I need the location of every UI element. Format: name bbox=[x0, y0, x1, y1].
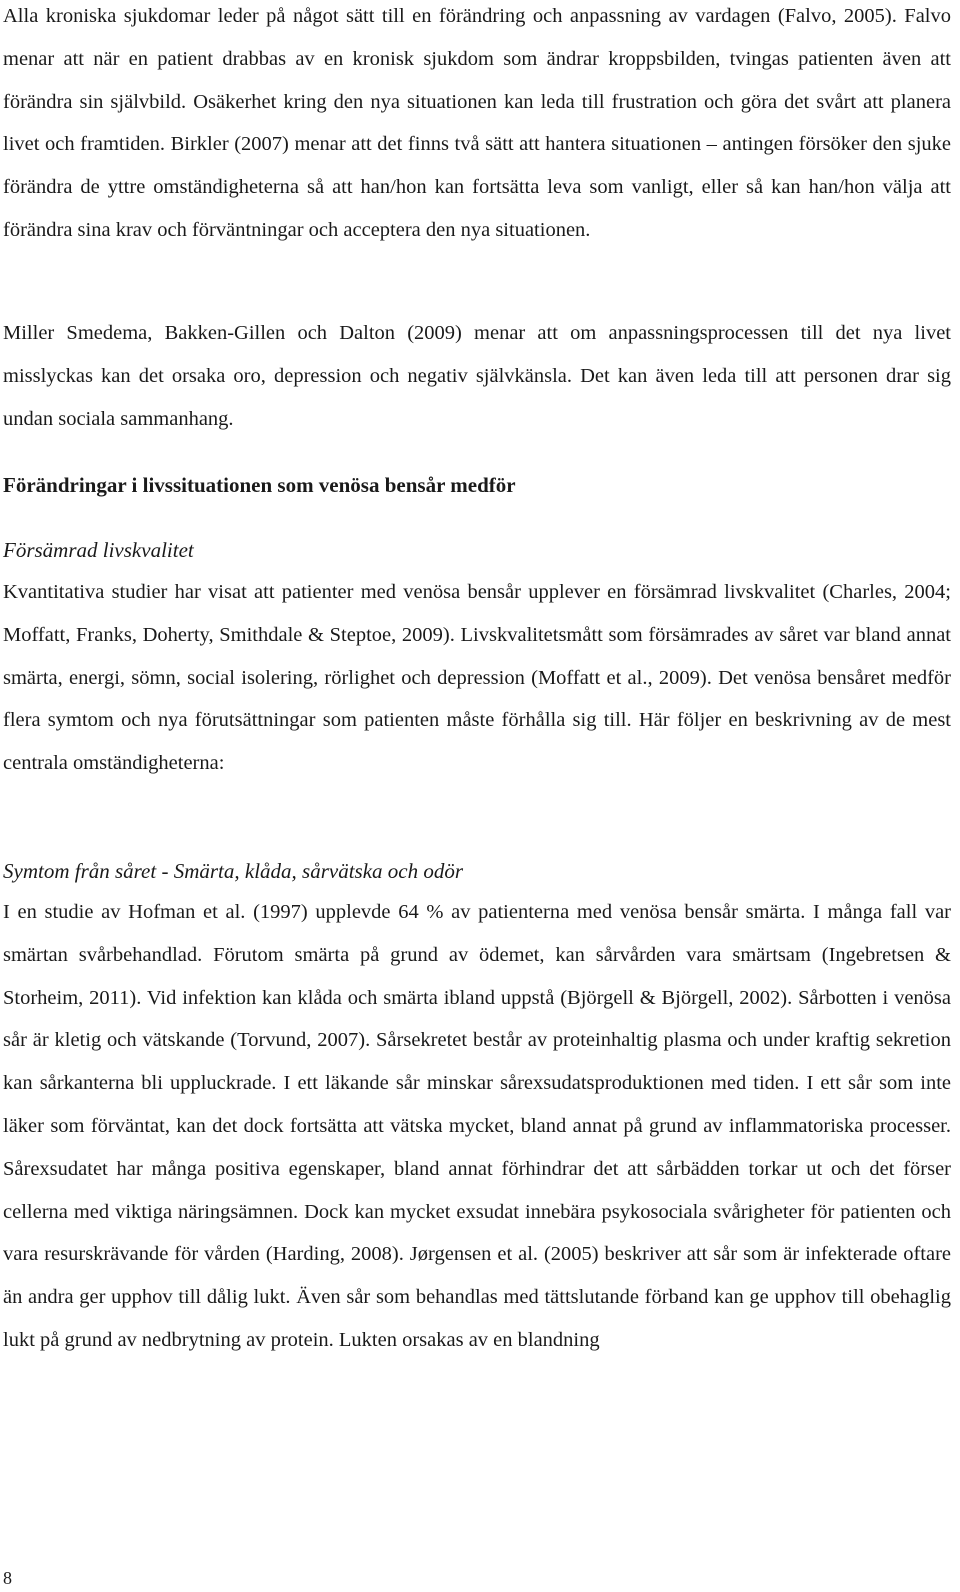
subheading-quality-of-life: Försämrad livskvalitet bbox=[3, 538, 194, 562]
paragraph-symptoms: I en studie av Hofman et al. (1997) upplevde 64 % av patienterna med venösa bensår smärta. I många fall var smärtan svårbehandlad. Förutom smärta på grund av ödemet, kan sårvården vara smärtsam (Ingebretsen & Storheim, 2011). Vid infektion kan klåda och smärta ibland uppstå (Björgell & Björgell, 2002). Sårbotten i venösa sår är kletig och vätskande (Torvund, 2007). Sårsekretet består av proteinhaltig plasma och under kraftig sekretion kan sårkanterna bli uppluckrade. I ett läkande sår minskar sårexsudatsproduktionen med tiden. I ett sår som inte läker som förväntat, kan det dock fortsätta att vätska mycket, bland annat på grund av inflammatoriska processer. Sårexsudatet har många positiva egenskaper, bland annat förhindrar det att sårbädden torkar ut och det förser cellerna med viktiga näringsämnen. Dock kan mycket exsudat innebära psykosociala svårigheter för patienten och vara resurskrävande för vården (Harding, 2008). Jørgensen et al. (2005) beskriver att sår som är infekterade oftare än andra ger upphov till dålig lukt. Även sår som behandlas med tättslutande förband kan ge upphov till obehaglig lukt på grund av nedbrytning av protein. Lukten orsakas av en blandning bbox=[3, 901, 951, 1351]
paragraph-adaptation: Miller Smedema, Bakken-Gillen och Dalton (2009) menar att om anpassningsprocessen till det nya livet misslyckas kan det orsaka oro, depression och negativ självkänsla. Det kan även leda till att personen drar sig undan sociala sammanhang. bbox=[3, 322, 951, 430]
section-heading: Förändringar i livssituationen som venösa bensår medför bbox=[3, 473, 516, 497]
paragraph-quality-of-life: Kvantitativa studier har visat att patienter med venösa bensår upplever en försämrad livskvalitet (Charles, 2004; Moffatt, Franks, Doherty, Smithdale & Steptoe, 2009). Livskvalitetsmått som försämrades av såret var bland annat smärta, energi, sömn, social isolering, rörlighet och depression (Moffatt et al., 2009). Det venösa bensåret medför flera symtom och nya förutsättningar som patienten måste förhålla sig till. Här följer en beskrivning av de mest centrala omständigheterna: bbox=[3, 581, 951, 775]
subheading-symptoms: Symtom från såret - Smärta, klåda, sårvätska och odör bbox=[3, 859, 464, 883]
paragraph-chronic-illness: Alla kroniska sjukdomar leder på något sätt till en förändring och anpassning av vardagen (Falvo, 2005). Falvo menar att när en patient drabbas av en kronisk sjukdom som ändrar kroppsbilden, tvingas patienten även att förändra sin självbild. Osäkerhet kring den nya situationen kan leda till frustration och göra det svårt att planera livet och framtiden. Birkler (2007) menar att det finns två sätt att hantera situationen – antingen försöker den sjuke förändra de yttre omständigheterna så att han/hon kan fortsätta leva som vanligt, eller så kan han/hon välja att förändra sina krav och förväntningar och acceptera den nya situationen. bbox=[3, 5, 951, 241]
page-number: 8 bbox=[3, 1568, 12, 1588]
